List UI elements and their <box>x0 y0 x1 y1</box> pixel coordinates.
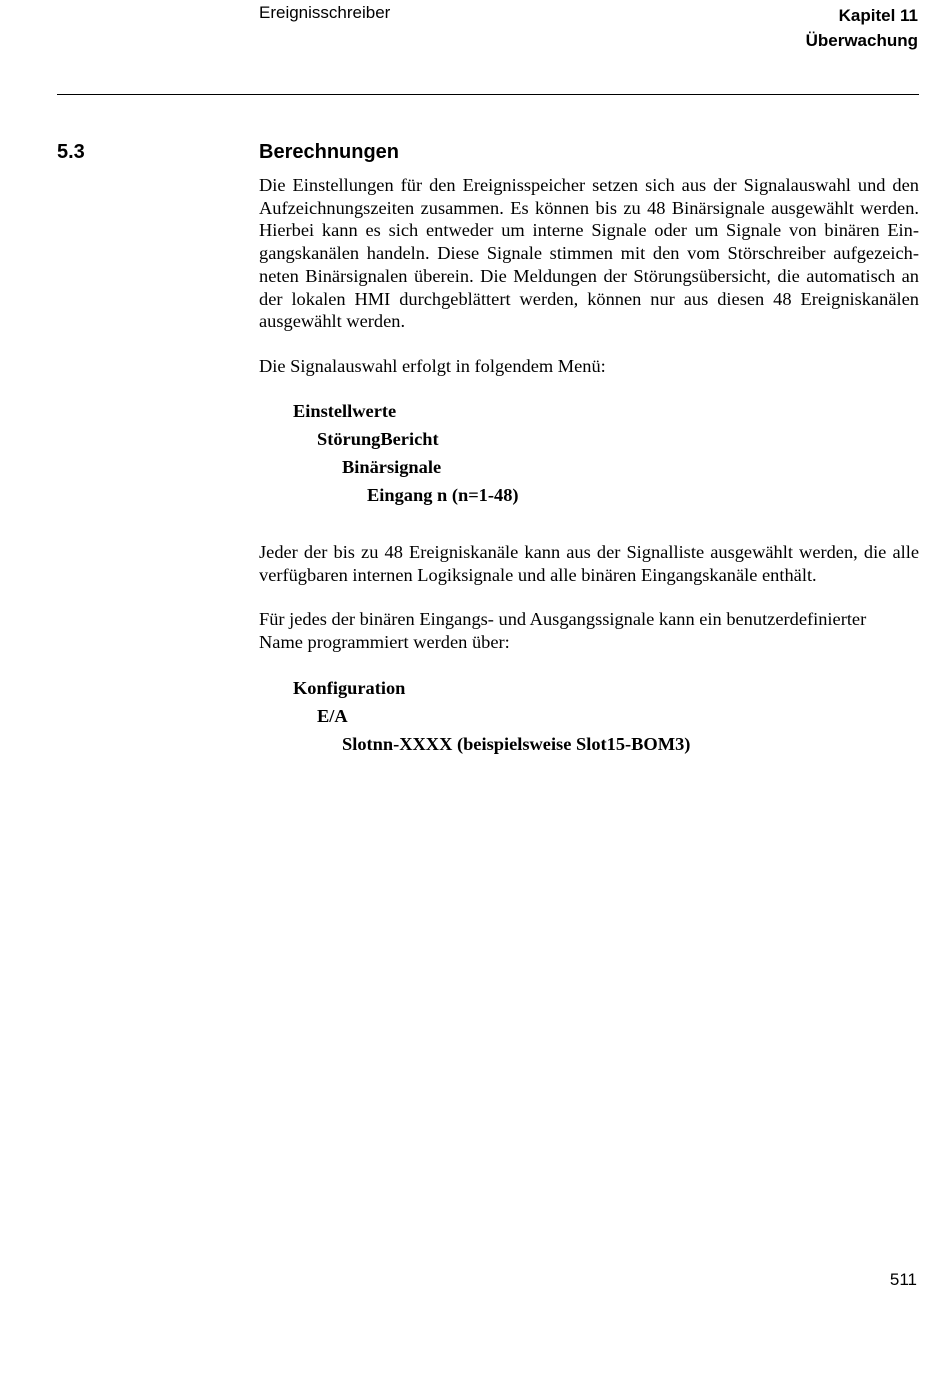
menu-path-item: E/A <box>317 706 348 726</box>
paragraph-line: Für jedes der binären Eingangs- und Ausgangssignale kann ein benutzerdefinierter <box>259 609 867 629</box>
paragraph-line: Hierbei kann es sich entweder um interne Signale oder um Signale von binären Ein- <box>259 220 919 241</box>
paragraph-line: Die Signalauswahl erfolgt in folgendem Menü: <box>259 356 606 376</box>
menu-path-item: StörungBericht <box>317 429 439 449</box>
section-number: 5.3 <box>57 141 85 163</box>
paragraph-line: verfügbaren internen Logiksignale und alle binären Eingangskanäle enthält. <box>259 564 817 585</box>
paragraph-line: ausgewählt werden. <box>259 311 406 332</box>
menu-path-signal-selection <box>293 397 519 509</box>
chapter-heading <box>806 3 918 53</box>
page-number: 511 <box>889 1270 917 1289</box>
paragraph-line: neten Binärsignalen überein. Die Meldungen der Störungsübersicht, die automatisch an <box>259 265 919 286</box>
paragraph-menu-intro <box>259 355 919 378</box>
section-title: Berechnungen <box>259 141 400 163</box>
chapter-number: Kapitel 11 <box>838 6 918 25</box>
paragraph-line: Die Einstellungen für den Ereignisspeicher setzen sich aus der Signalauswahl und den <box>259 175 919 195</box>
paragraph-intro <box>259 174 919 333</box>
paragraph-line: Name programmiert werden über: <box>259 631 510 652</box>
menu-path-item: Eingang n (n=1-48) <box>367 485 519 505</box>
menu-path-item: Einstellwerte <box>293 401 397 421</box>
menu-path-item: Konfiguration <box>293 678 406 698</box>
paragraph-line: Jeder der bis zu 48 Ereigniskanäle kann aus der Signalliste ausgewählt werden, die alle <box>259 542 919 562</box>
paragraph-line: gangskanälen handeln. Diese Signale stimmen mit den vom Störschreiber aufgezeich- <box>259 243 919 264</box>
paragraph-event-channels <box>259 541 919 586</box>
menu-path-item: Slotnn-XXXX (beispielsweise Slot15-BOM3) <box>342 734 691 754</box>
paragraph-user-names <box>259 608 919 653</box>
running-title: Ereignisschreiber <box>259 3 391 22</box>
chapter-title: Überwachung <box>805 31 918 50</box>
header-divider <box>57 94 919 95</box>
paragraph-line: der lokalen HMI durchgeblättert werden, können nur aus diesen 48 Ereigniskanälen <box>259 288 919 309</box>
menu-path-configuration <box>293 674 690 758</box>
menu-path-item: Binärsignale <box>342 457 442 477</box>
paragraph-line: Aufzeichnungszeiten zusammen. Es können bis zu 48 Binärsignale ausgewählt werden. <box>259 197 919 218</box>
